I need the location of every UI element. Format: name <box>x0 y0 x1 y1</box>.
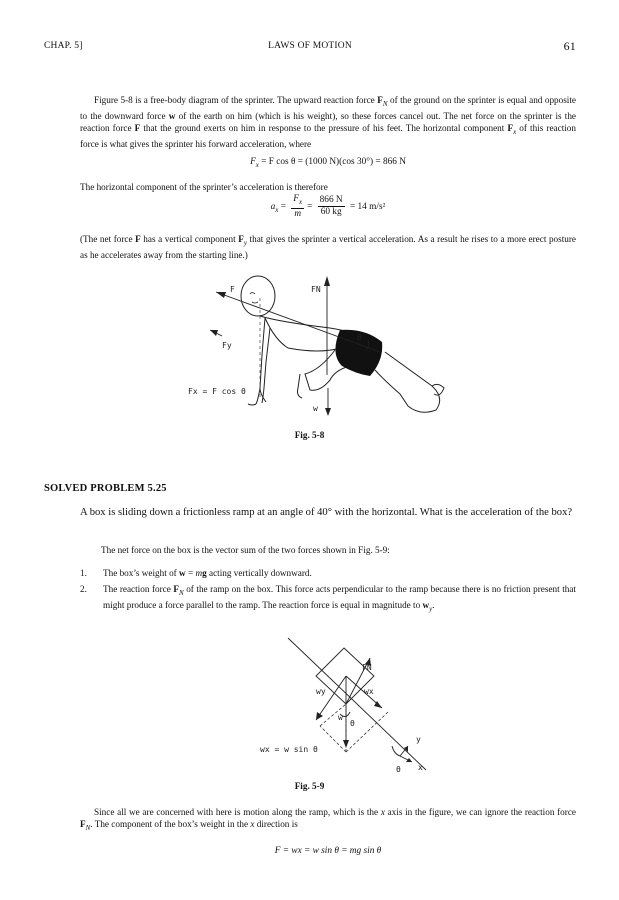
problem-question: A box is sliding down a frictionless ramp at an angle of 40° with the horizontal. What is the acceleration of the box? <box>80 507 573 518</box>
list-item: 1. The box’s weight of w = mg acting vertically downward. <box>80 568 312 578</box>
label-fn: FN <box>362 663 372 672</box>
label-theta2: θ <box>396 765 401 774</box>
label-fy: Fy <box>222 341 232 350</box>
intro-paragraph: Figure 5-8 is a free-body diagram of the sprinter. The upward reaction force $F_N$ of the ground on the sprinter is equal and opposite to the downward force w of the earth on him (which is his weight), so these forces cancel out. The net force on the sprinter is the reaction force F that the ground exerts on him in response to the pressure of his feet. The horizontal component $F_x$ of this reaction force is what gives the sprinter his forward acceleration, where <box>80 95 577 150</box>
page-number: 61 <box>563 39 576 53</box>
acceleration-paragraph: The horizontal component of the sprinter’s acceleration is therefore <box>80 182 328 192</box>
closing-paragraph: Since all we are concerned with here is motion along the ramp, which is the x axis in the figure, we can ignore the reaction force $F_N$. The component of the box’s weight in the x direction is <box>80 807 576 833</box>
figure-5-9-ramp-diagram <box>240 628 440 776</box>
sprinter-rear-leg <box>375 352 440 412</box>
chapter-label: CHAP. 5] <box>44 41 83 51</box>
equation-ax: $a_x$ = $\frac{F_x}{m}$ = $\frac{866 N}{60 kg}$ = 14 m/s² <box>270 194 386 219</box>
force-f-line <box>216 292 380 352</box>
sprinter-arm <box>256 318 270 404</box>
sprinter-head <box>241 276 275 316</box>
chapter-title: LAWS OF MOTION <box>268 41 352 51</box>
solved-problem-heading: SOLVED PROBLEM 5.25 <box>44 483 167 494</box>
label-f: F <box>230 285 235 294</box>
figure-5-8-sprinter-diagram <box>170 270 460 430</box>
problem-lead: The net force on the box is the vector sum of the two forces shown in Fig. 5-9: <box>101 545 390 555</box>
label-wx-eq: wx = w sin θ <box>260 745 318 754</box>
label-w: w <box>313 404 318 413</box>
label-wx: wx <box>364 687 374 696</box>
label-w: w <box>338 713 343 722</box>
figure-5-8-caption: Fig. 5-8 <box>294 430 325 440</box>
label-y: y <box>416 735 421 744</box>
equation-fx: $F_x = F$ cos θ = (1000 N)(cos 30°) = 866 N <box>250 157 406 169</box>
label-theta: θ <box>357 333 362 342</box>
label-fx-eq: Fx = F cos θ <box>188 387 246 396</box>
label-theta: θ <box>350 719 355 728</box>
label-wy: wy <box>316 687 326 696</box>
figure-5-9-caption: Fig. 5-9 <box>294 781 325 791</box>
label-x: x <box>418 763 423 772</box>
running-header <box>44 41 576 55</box>
label-fn: FN <box>311 285 321 294</box>
closing-equation: F = wx = w sin θ = mg sin θ <box>274 846 382 856</box>
list-item: 2. The reaction force $F_N$ of the ramp on the box. This force acts perpendicular to the ramp because there is no friction present that might produce a force parallel to the ramp. The reaction force is equal in magnitude to $w_y$. <box>80 584 576 613</box>
force-f-arrowhead <box>216 292 226 298</box>
vertical-component-paragraph: (The net force F has a vertical component $F_y$ that gives the sprinter a vertical acceleration. As a result he rises to a more erect posture as he accelerates away from the starting line.) <box>80 234 577 261</box>
